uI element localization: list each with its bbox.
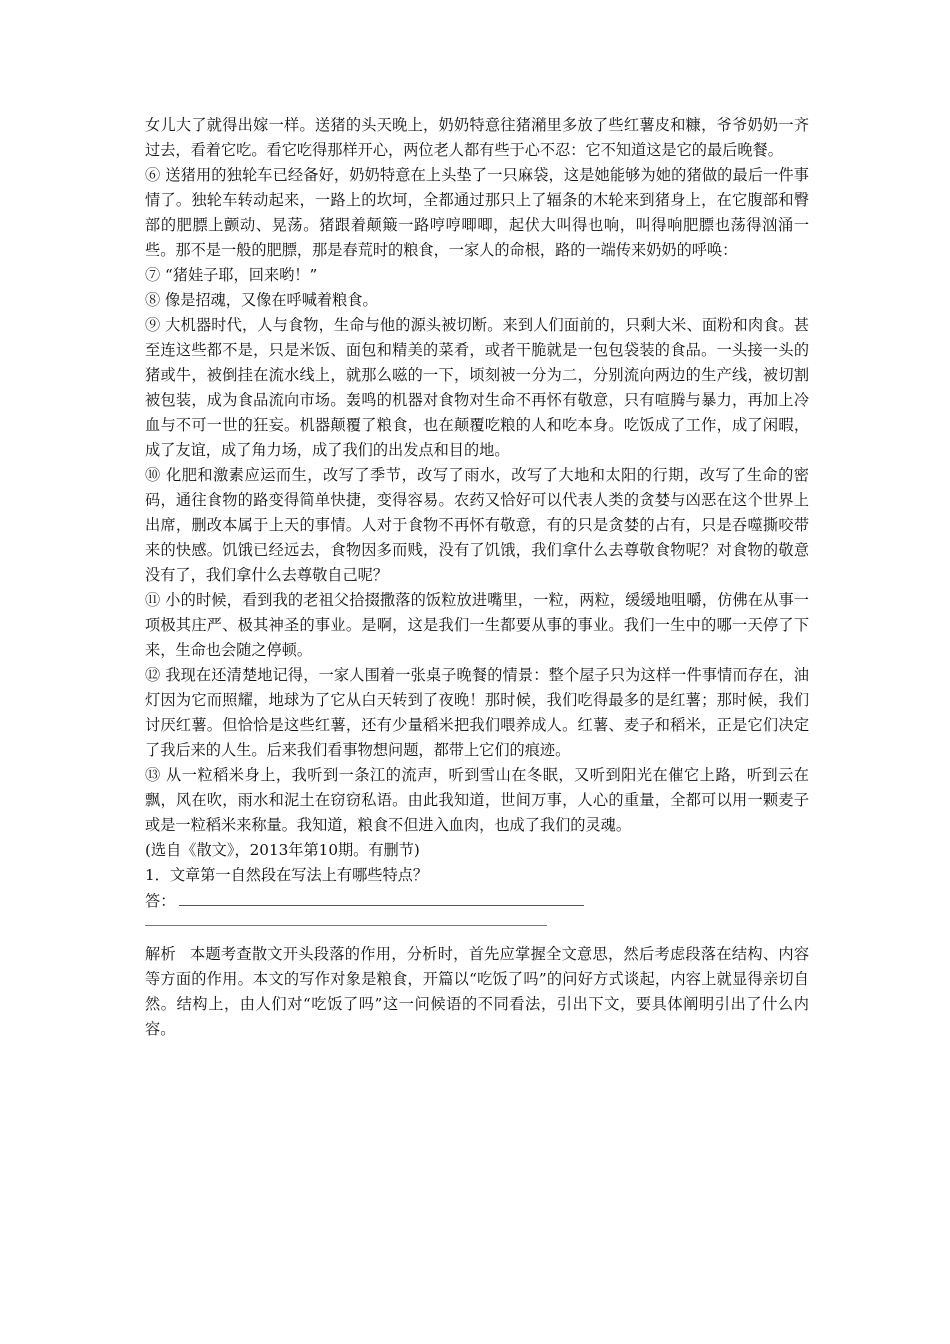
answer-row <box>145 888 809 913</box>
paragraph-5-continued: 女儿大了就得出嫁一样。送猪的头天晚上，奶奶特意往猪潲里多放了些红薯皮和糠，爷爷奶奶一齐过去，看着它吃。看它吃得那样开心，两位老人都有些于心不忍：它不知道这是它的最后晚餐。 <box>145 116 809 159</box>
answer-blank-line[interactable] <box>179 888 584 906</box>
question-1: 1．文章第一自然段在写法上有哪些特点？ <box>145 866 429 884</box>
paragraph-9: ⑨ 大机器时代，人与食物，生命与他的源头被切断。来到人们面前的，只剩大米、面粉和肉食。甚至连这些都不是，只是米饭、面包和精美的菜肴，或者干脆就是一包包袋装的食品。一头接一头的猪或牛，被倒挂在流水线上，就那么嗞的一下，顷刻被一分为二，分别流向两边的生产线，被切割被包装，成为食品流向市场。轰鸣的机器对食物对生命不再怀有敬意，只有喧腾与暴力，再加上冷血与不可一世的狂妄。机器颠覆了粮食，也在颠覆吃粮的人和吃本身。吃饭成了工作，成了闲暇，成了友谊，成了角力场，成了我们的出发点和目的地。 <box>145 316 809 459</box>
document-page <box>145 113 809 1042</box>
paragraph-10: ⑩ 化肥和激素应运而生，改写了季节，改写了雨水，改写了大地和太阳的行期，改写了生命的密码，通往食物的路变得简单快捷，变得容易。农药又恰好可以代表人类的贪婪与凶恶在这个世界上出席，删改本属于上天的事情。人对于食物不再怀有敬意，有的只是贪婪的占有，只是吞噬撕咬带来的快感。饥饿已经远去，食物因多而贱，没有了饥饿，我们拿什么去尊敬食物呢？对食物的敬意没有了，我们拿什么去尊敬自己呢？ <box>145 466 809 584</box>
paragraph-8: ⑧ 像是招魂，又像在呼喊着粮食。 <box>145 291 378 309</box>
answer-label: 答： <box>145 892 176 910</box>
analysis-label: 解析 <box>145 945 176 963</box>
analysis-text: 本题考查散文开头段落的作用，分析时，首先应掌握全文意思，然后考虑段落在结构、内容等方面的作用。本文的写作对象是粮食，开篇以“吃饭了吗”的问好方式谈起，内容上就显得亲切自然。结构上，由人们对“吃饭了吗”这一问候语的不同看法，引出下文，要具体阐明引出了什么内容。 <box>145 945 810 1038</box>
paragraph-7: ⑦ “猪娃子耶，回来哟！” <box>145 266 318 284</box>
answer-blank-line-2[interactable] <box>145 925 547 926</box>
paragraph-11: ⑪ 小的时候，看到我的老祖父拾掇撒落的饭粒放进嘴里，一粒，两粒，缓缓地咀嚼，仿佛在从事一项极其庄严、极其神圣的事业。是啊，这是我们一生都要从事的事业。我们一生中的哪一天停了下来，生命也会随之停顿。 <box>145 591 809 659</box>
paragraph-12: ⑫ 我现在还清楚地记得，一家人围着一张桌子晚餐的情景：整个屋子只为这样一件事情而存在，油灯因为它而照耀，地球为了它从白天转到了夜晚！那时候，我们吃得最多的是红薯；那时候，我们讨厌红薯。但恰恰是这些红薯，还有少量稻米把我们喂养成人。红薯、麦子和稻米，正是它们决定了我后来的人生。后来我们看事物想问题，都带上它们的痕迹。 <box>145 666 809 759</box>
source-citation: (选自《散文》，2013年第10期。有删节) <box>145 841 420 859</box>
paragraph-13: ⑬ 从一粒稻米身上，我听到一条江的流声，听到雪山在冬眠，又听到阳光在催它上路，听到云在飘，风在吹，雨水和泥土在窃窃私语。由此我知道，世间万事，人心的重量，全都可以用一颗麦子或是一粒稻米来称量。我知道，粮食不但进入血肉，也成了我们的灵魂。 <box>145 766 809 834</box>
analysis-block <box>145 942 809 1042</box>
answer-rule-row <box>145 913 809 938</box>
paragraph-6: ⑥ 送猪用的独轮车已经备好，奶奶特意在上头垫了一只麻袋，这是她能够为她的猪做的最后一件事情了。独轮车转动起来，一路上的坎坷，全都通过那只上了辐条的木轮来到猪身上，在它腹部和臀部的肥膘上颤动、晃荡。猪跟着颠簸一路哼哼唧唧，起伏大叫得也响，叫得响肥膘也荡得汹涌一些。那不是一般的肥膘，那是春荒时的粮食，一家人的命根，路的一端传来奶奶的呼唤： <box>145 166 809 259</box>
